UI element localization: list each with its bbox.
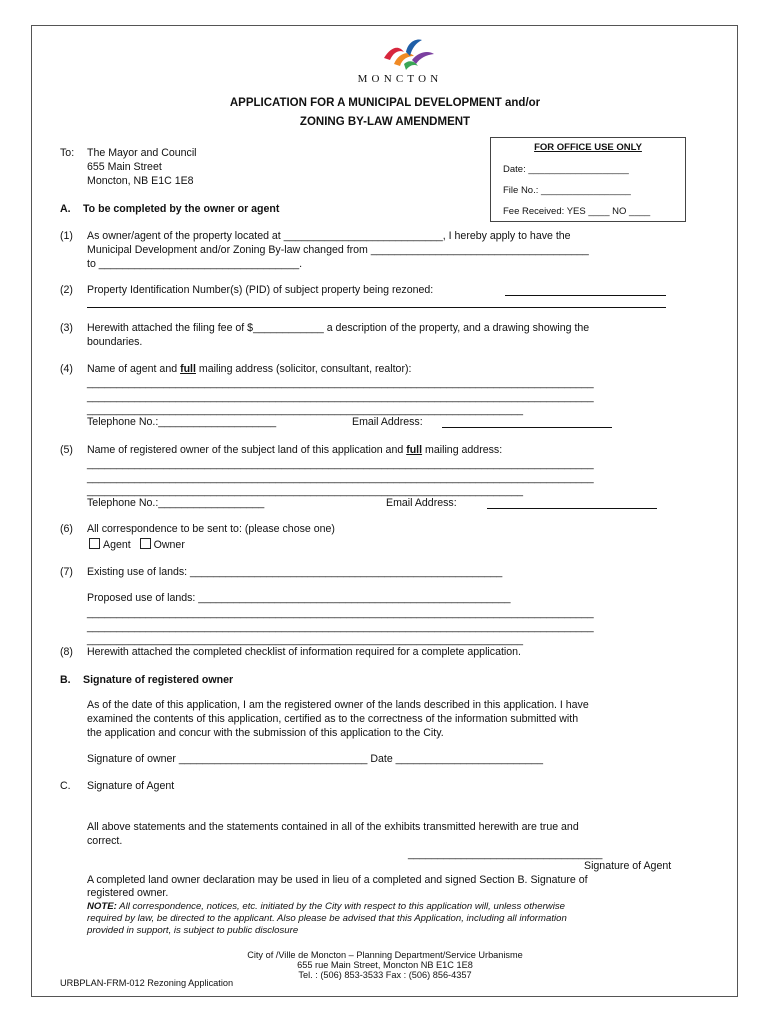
office-use-box xyxy=(490,137,686,222)
to-label: To: xyxy=(60,147,75,159)
item-5-full: full xyxy=(406,444,423,456)
item-2-number: (2) xyxy=(60,284,73,296)
owner-address-line1[interactable]: ______________________________________________________________________________________ xyxy=(87,458,594,470)
agent-signature-label: Signature of Agent xyxy=(584,860,672,872)
address-line1: The Mayor and Council xyxy=(87,147,197,159)
section-b-letter: B. xyxy=(60,674,71,686)
agent-option-label: Agent xyxy=(103,539,131,551)
note-line1 xyxy=(87,901,565,913)
footer-line3: Tel. : (506) 853-3533 Fax : (506) 856-4357 xyxy=(298,970,472,980)
agent-telephone-field[interactable]: Telephone No.:____________________ xyxy=(87,416,277,428)
section-c-heading: Signature of Agent xyxy=(87,780,175,792)
note-line3: provided in support, is subject to public disclosure xyxy=(87,925,299,936)
declaration-line2: registered owner. xyxy=(87,887,169,899)
item-1-number: (1) xyxy=(60,230,73,242)
owner-address-line3[interactable]: __________________________________________________________________________ xyxy=(87,485,523,497)
form-id: URBPLAN-FRM-012 Rezoning Application xyxy=(60,978,234,988)
proposed-use-line2[interactable]: ______________________________________________________________________________________ xyxy=(87,621,594,633)
item-4-number: (4) xyxy=(60,363,73,375)
owner-address-line2[interactable]: ______________________________________________________________________________________ xyxy=(87,472,594,484)
item-8-text: Herewith attached the completed checklist of information required for a complete application. xyxy=(87,646,521,658)
item-3-line2: boundaries. xyxy=(87,336,143,348)
section-c-para2: correct. xyxy=(87,835,123,847)
agent-address-line1[interactable]: ______________________________________________________________________________________ xyxy=(87,377,594,389)
section-c-letter: C. xyxy=(60,780,71,792)
section-b-para2: examined the contents of this application, certified as to the correctness of the information submitted with xyxy=(87,713,579,725)
footer-line2: 655 rue Main Street, Moncton NB E1C 1E8 xyxy=(297,960,473,970)
form-title-line1: APPLICATION FOR A MUNICIPAL DEVELOPMENT and/or xyxy=(229,97,541,109)
item-1-line1[interactable]: As owner/agent of the property located at ___________________________, I hereby apply to have the xyxy=(87,230,571,242)
pid-field-line2[interactable] xyxy=(87,307,666,308)
item-6-label: All correspondence to be sent to: (please chose one) xyxy=(87,523,335,535)
owner-telephone-field[interactable]: Telephone No.:__________________ xyxy=(87,497,265,509)
item-4-post: mailing address (solicitor, consultant, realtor): xyxy=(195,363,412,375)
address-line3: Moncton, NB E1C 1E8 xyxy=(87,175,194,187)
proposed-use-line1[interactable]: ______________________________________________________________________________________ xyxy=(87,607,594,619)
item-2-label: Property Identification Number(s) (PID) of subject property being rezoned: xyxy=(87,284,434,296)
agent-signature-field[interactable]: _________________________________ xyxy=(408,848,603,860)
note-text1: All correspondence, notices, etc. initiated by the City with respect to this application will, unless otherwise xyxy=(116,901,565,912)
item-3-number: (3) xyxy=(60,322,73,334)
section-b-para1: As of the date of this application, I am the registered owner of the lands described in this application. I have xyxy=(87,699,589,711)
existing-use-field[interactable]: Existing use of lands: _____________________________________________________ xyxy=(87,566,503,578)
item-5-number: (5) xyxy=(60,444,73,456)
address-line2: 655 Main Street xyxy=(87,161,162,173)
section-b-heading: Signature of registered owner xyxy=(83,674,234,686)
agent-checkbox[interactable] xyxy=(89,538,100,549)
item-4-full: full xyxy=(180,363,196,375)
agent-email-field[interactable] xyxy=(442,427,612,428)
owner-email-field[interactable] xyxy=(487,508,657,509)
item-4-pre: Name of agent and xyxy=(87,363,181,375)
owner-checkbox[interactable] xyxy=(140,538,151,549)
note-label: NOTE: xyxy=(87,901,117,912)
item-8-number: (8) xyxy=(60,646,73,658)
item-5-post: mailing address: xyxy=(422,444,503,456)
item-1-line3[interactable]: to __________________________________. xyxy=(87,258,303,270)
note-line2: required by law, be directed to the applicant. Also please be advised that this Application, including all information xyxy=(87,913,567,924)
footer-line1: City of /Ville de Moncton – Planning Department/Service Urbanisme xyxy=(247,950,523,960)
section-a-letter: A. xyxy=(60,203,71,215)
item-5-label xyxy=(87,444,502,458)
logo-wordmark: MONCTON xyxy=(357,73,443,85)
item-1-line2[interactable]: Municipal Development and/or Zoning By-law changed from _____________________________________ xyxy=(87,244,589,256)
agent-address-line2[interactable]: ______________________________________________________________________________________ xyxy=(87,391,594,403)
item-3-line1[interactable]: Herewith attached the filing fee of $____________ a description of the property, and a drawing showing the xyxy=(87,322,590,334)
agent-email-label: Email Address: xyxy=(352,416,423,428)
declaration-line1: A completed land owner declaration may be used in lieu of a completed and signed Section B. Signature of xyxy=(87,874,588,886)
proposed-use-field[interactable]: Proposed use of lands: _____________________________________________________ xyxy=(87,592,511,604)
section-c-para1: All above statements and the statements contained in all of the exhibits transmitted herewith are true and xyxy=(87,821,579,833)
office-date-field[interactable]: Date: ___________________ xyxy=(503,164,629,175)
owner-email-label: Email Address: xyxy=(386,497,457,509)
owner-signature-date-field[interactable]: Signature of owner ________________________________ Date _________________________ xyxy=(87,753,543,765)
item-6-number: (6) xyxy=(60,523,73,535)
item-4-label xyxy=(87,363,411,377)
proposed-use-line3[interactable]: __________________________________________________________________________ xyxy=(87,634,523,646)
section-a-heading: To be completed by the owner or agent xyxy=(83,203,280,215)
office-file-no-field[interactable]: File No.: _________________ xyxy=(503,185,631,196)
correspondence-options xyxy=(89,538,185,553)
form-title-line2: ZONING BY-LAW AMENDMENT xyxy=(299,116,471,128)
item-5-pre: Name of registered owner of the subject land of this application and xyxy=(87,444,407,456)
owner-option-label: Owner xyxy=(153,539,185,551)
moncton-logo-icon xyxy=(364,34,450,74)
agent-address-line3[interactable]: __________________________________________________________________________ xyxy=(87,404,523,416)
office-use-title: FOR OFFICE USE ONLY xyxy=(534,142,642,153)
pid-field-line1[interactable] xyxy=(505,295,666,296)
item-7-number: (7) xyxy=(60,566,73,578)
section-b-para3: the application and concur with the submission of this application to the City. xyxy=(87,727,444,739)
office-fee-received-field[interactable]: Fee Received: YES ____ NO ____ xyxy=(503,206,651,217)
